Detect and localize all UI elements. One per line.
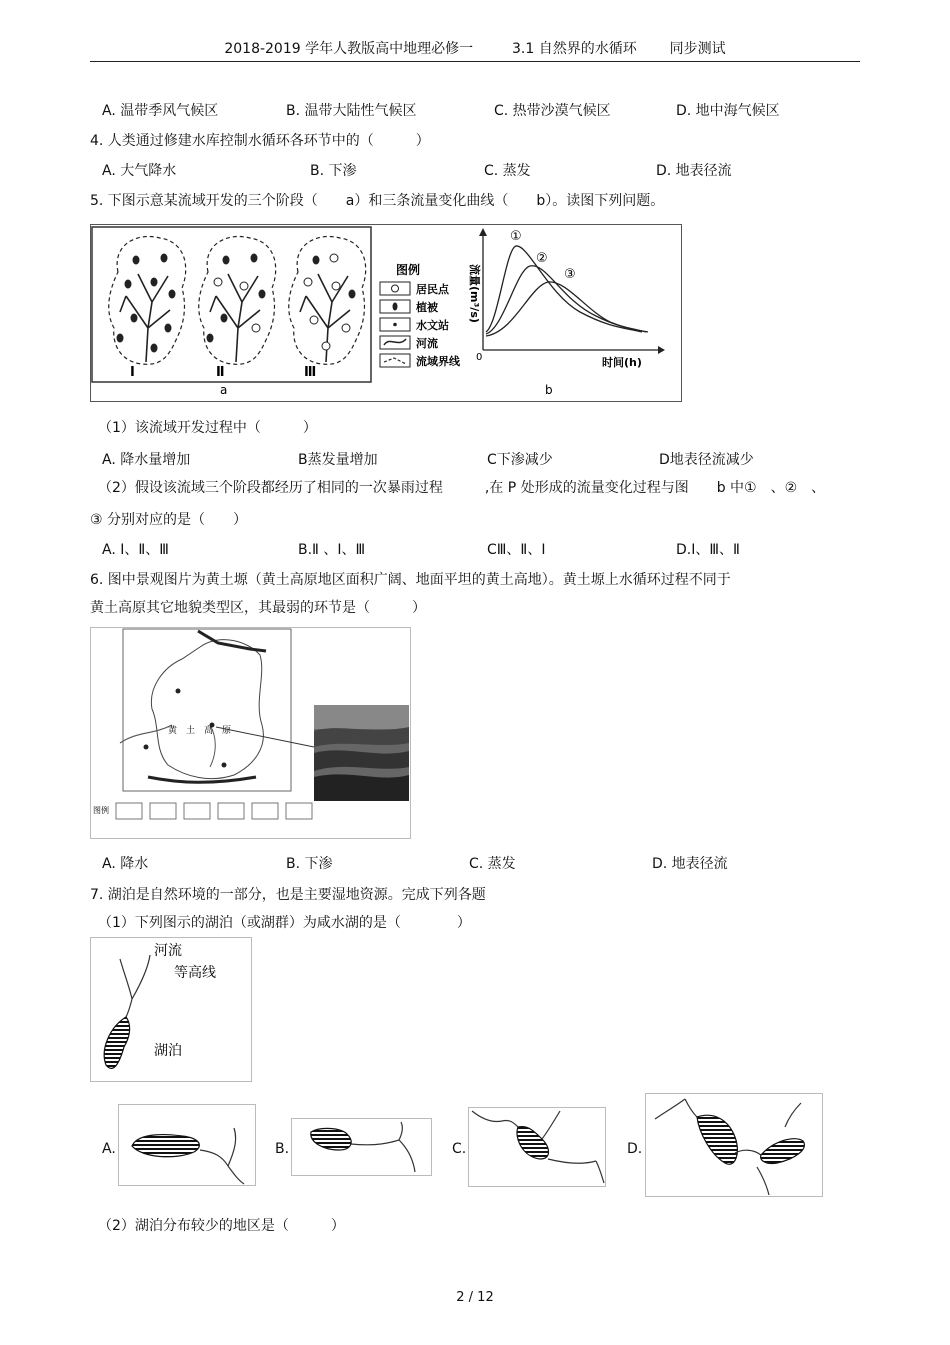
q5-sub2-stem-line2: ③ 分别对应的是（ ） bbox=[90, 512, 248, 528]
axis-origin: 0 bbox=[476, 352, 483, 363]
legend-title: 图例 bbox=[396, 263, 421, 277]
q6-option-b: B. 下渗 bbox=[286, 856, 333, 872]
q6-legend-title: 图例 bbox=[93, 806, 109, 815]
legend-vegetation: 植被 bbox=[416, 301, 438, 314]
q3-option-c: C. 热带沙漠气候区 bbox=[494, 103, 611, 119]
stage-label-2: Ⅱ bbox=[216, 365, 225, 380]
legend-contour-label: 等高线 bbox=[174, 965, 216, 981]
y-axis-label: 流量(m³/s) bbox=[468, 264, 481, 323]
hydrological-station-icon bbox=[393, 323, 397, 327]
q7-sub1-stem: （1）下列图示的湖泊（或湖群）为咸水湖的是（ ） bbox=[98, 915, 471, 931]
q5-sub1-stem: （1）该流域开发过程中（ ） bbox=[98, 420, 317, 436]
curve-label-2: ② bbox=[536, 251, 548, 266]
page-number: 2 / 12 bbox=[456, 1290, 494, 1305]
figure-label-b: b bbox=[545, 383, 553, 397]
q4-stem: 4. 人类通过修建水库控制水循环各环节中的（ ） bbox=[90, 133, 430, 149]
curve-label-1: ① bbox=[510, 229, 522, 244]
q7-option-a-label: A. bbox=[102, 1141, 116, 1157]
q3-option-b: B. 温带大陆性气候区 bbox=[286, 103, 417, 119]
q5-sub1-option-d: D地表径流减少 bbox=[659, 452, 754, 468]
q3-option-d: D. 地中海气候区 bbox=[676, 103, 780, 119]
vegetation-icon bbox=[393, 303, 398, 311]
legend-station: 水文站 bbox=[416, 319, 449, 332]
q7-stem: 7. 湖泊是自然环境的一部分，也是主要湿地资源。完成下列各题 bbox=[90, 887, 486, 903]
q7-option-b-figure bbox=[291, 1118, 432, 1176]
legend-settlement: 居民点 bbox=[416, 283, 449, 296]
q5-sub2-option-b: B.Ⅱ 、Ⅰ、Ⅲ bbox=[298, 542, 366, 558]
legend-boundary: 流域界线 bbox=[416, 355, 460, 368]
legend-lake-label: 湖泊 bbox=[154, 1043, 182, 1059]
map-label: 黄 土 高 原 bbox=[168, 726, 232, 736]
q5-sub2-option-d: D.Ⅰ、Ⅲ、Ⅱ bbox=[676, 542, 740, 558]
q7-legend-figure bbox=[90, 937, 252, 1082]
q7-option-b-label: B. bbox=[275, 1141, 290, 1157]
legend-river: 河流 bbox=[416, 337, 438, 350]
figure-label-a: a bbox=[220, 383, 228, 397]
header-rule bbox=[90, 61, 860, 62]
q5-sub1-option-b: B蒸发量增加 bbox=[298, 452, 378, 468]
header-title: 2018-2019 学年人教版高中地理必修一 bbox=[224, 41, 474, 57]
q4-option-d: D. 地表径流 bbox=[656, 163, 732, 179]
curve-label-3: ③ bbox=[564, 267, 576, 282]
q7-option-c-figure bbox=[468, 1107, 606, 1187]
q4-option-b: B. 下渗 bbox=[310, 163, 357, 179]
q3-option-a: A. 温带季风气候区 bbox=[102, 103, 219, 119]
q7-option-a-figure bbox=[118, 1104, 256, 1186]
page-header bbox=[0, 38, 950, 58]
q5-sub1-option-a: A. 降水量增加 bbox=[102, 452, 191, 468]
q6-option-d: D. 地表径流 bbox=[652, 856, 728, 872]
legend-river-label: 河流 bbox=[154, 943, 182, 959]
q4-option-a: A. 大气降水 bbox=[102, 163, 177, 179]
q5-figure bbox=[90, 224, 682, 402]
q5-sub2-option-a: A. Ⅰ、Ⅱ、Ⅲ bbox=[102, 542, 169, 558]
q7-option-d-figure bbox=[645, 1093, 823, 1197]
q6-stem-line2: 黄土高原其它地貌类型区，其最弱的环节是（ ） bbox=[90, 600, 426, 616]
q6-stem-line1: 6. 图中景观图片为黄土塬（黄土高原地区面积广阔、地面平坦的黄土高地）。黄土塬上水循环过程不同于 bbox=[90, 572, 731, 588]
header-tag: 同步测试 bbox=[669, 41, 726, 57]
q5-sub2-option-c: CⅢ、Ⅱ、Ⅰ bbox=[487, 542, 546, 558]
q7-option-d-label: D. bbox=[627, 1141, 643, 1157]
q5-sub2-stem-line1: （2）假设该流域三个阶段都经历了相同的一次暴雨过程 ,在 P 处形成的流量变化过程与图 b 中① 、② 、 bbox=[98, 480, 826, 496]
q7-option-c-label: C. bbox=[452, 1141, 467, 1157]
q6-figure bbox=[90, 627, 411, 839]
q6-option-a: A. 降水 bbox=[102, 856, 149, 872]
q6-option-c: C. 蒸发 bbox=[469, 856, 516, 872]
q7-sub2-stem: （2）湖泊分布较少的地区是（ ） bbox=[98, 1218, 345, 1234]
stage-label-3: Ⅲ bbox=[304, 365, 317, 380]
q5-sub1-option-c: C下渗减少 bbox=[487, 452, 553, 468]
stage-label-1: Ⅰ bbox=[130, 365, 135, 380]
q5-stem: 5. 下图示意某流域开发的三个阶段（ a）和三条流量变化曲线（ b）。读图下列问题。 bbox=[90, 193, 665, 209]
header-section: 3.1 自然界的水循环 bbox=[512, 41, 637, 57]
q4-option-c: C. 蒸发 bbox=[484, 163, 531, 179]
x-axis-label: 时间(h) bbox=[602, 356, 642, 369]
